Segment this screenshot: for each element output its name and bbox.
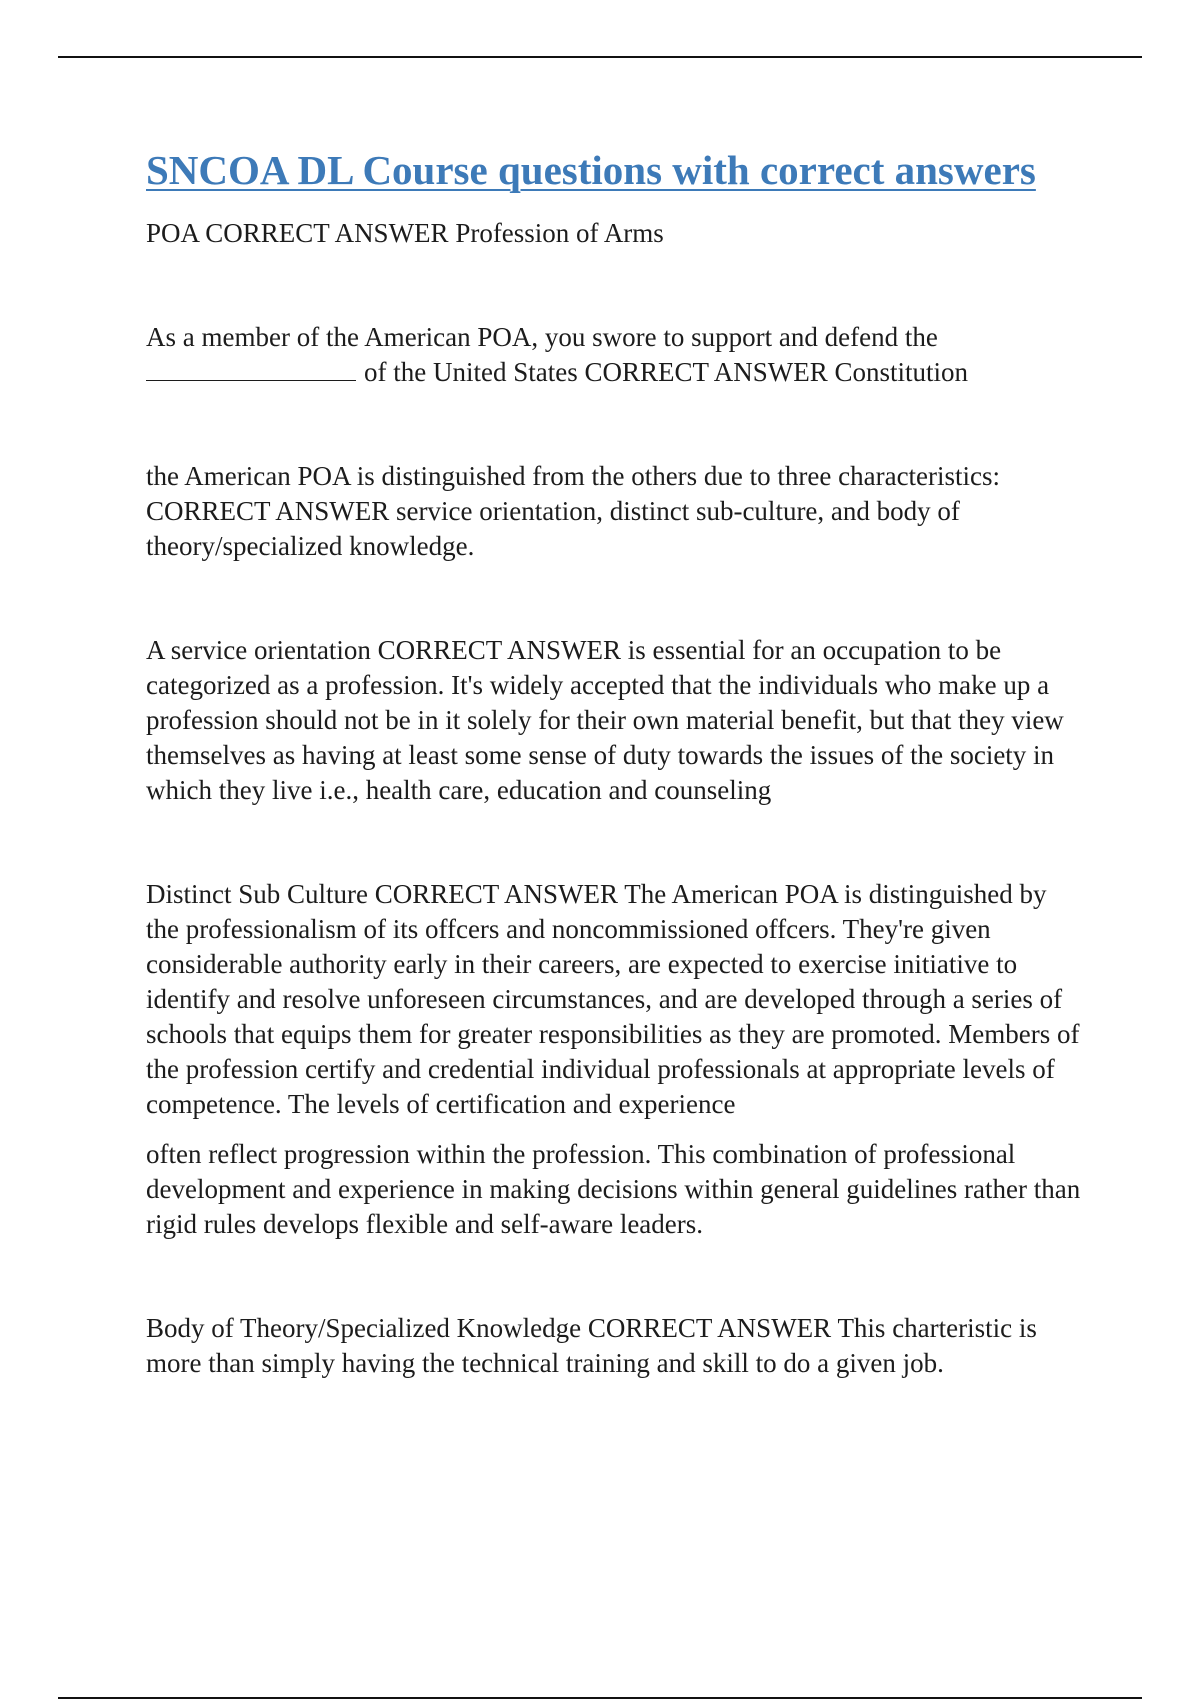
footer-rule (58, 1697, 1142, 1699)
qa-paragraph-sub-culture: Distinct Sub Culture CORRECT ANSWER The American POA is distinguished by the professionalism of its offcers and noncommissioned offcers. They're given considerable authority early in their careers, are expected to exercise initiative to identify and resolve unforeseen circumstances, and are developed through a series of schools that equips them for greater responsibilities as they are promoted. Members of the profession certify and credential individual professionals at appropriate levels of competence. The levels of certification and experience (146, 879, 1080, 1119)
document-title[interactable]: SNCOA DL Course questions with correct answers (146, 147, 1036, 193)
qa-paragraph-poa: POA CORRECT ANSWER Profession of Arms (146, 218, 664, 248)
document-body (146, 142, 1086, 1381)
qa-paragraph-body-of-theory: Body of Theory/Specialized Knowledge CORRECT ANSWER This charteristic is more than simply having the technical training and skill to do a given job. (146, 1313, 1037, 1378)
qa-text-before-blank: As a member of the American POA, you swore to support and defend the (146, 322, 938, 352)
qa-paragraph-characteristics: the American POA is distinguished from the others due to three characteristics: CORRECT ANSWER service orientation, distinct sub-culture, and body of theory/specialized knowledge. (146, 461, 1001, 561)
qa-paragraph-constitution (146, 320, 1086, 390)
qa-paragraph-service-orientation: A service orientation CORRECT ANSWER is essential for an occupation to be categorized as a profession. It's widely accepted that the individuals who make up a profession should not be in it solely for their own material benefit, but that they view themselves as having at least some sense of duty towards the issues of the society in which they live i.e., health care, education and counseling (146, 635, 1064, 805)
header-rule (58, 56, 1142, 58)
qa-text-after-blank: of the United States CORRECT ANSWER Constitution (364, 357, 969, 387)
fill-in-blank (146, 356, 356, 381)
qa-paragraph-sub-culture-continued: often reflect progression within the profession. This combination of professional development and experience in making decisions within general guidelines rather than rigid rules develops flexible and self-aware leaders. (146, 1139, 1081, 1239)
